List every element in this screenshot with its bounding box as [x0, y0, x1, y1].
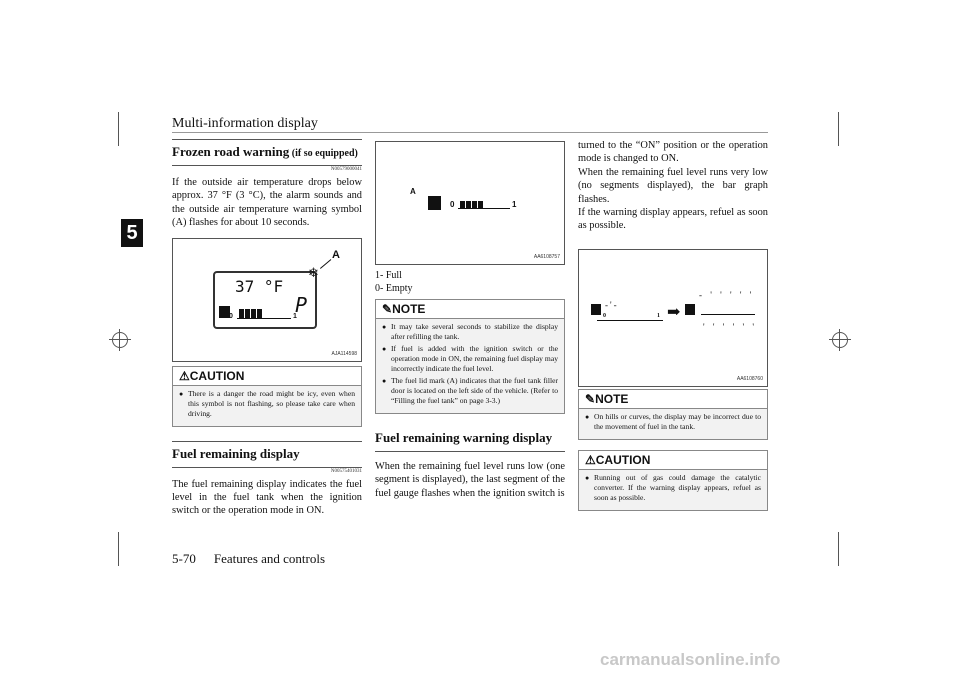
crop-mark [838, 532, 839, 566]
gauge-zero-label: 0 [229, 312, 233, 320]
gauge-one-label: 1 [657, 312, 660, 319]
callout-a: A [410, 187, 416, 196]
note-label: NOTE [392, 302, 426, 316]
note-box [375, 299, 565, 414]
note-item: ● If fuel is added with the ignition switch or the operation mode in ON, the remaining fuel display may incorrectly indicate the fuel level. [382, 344, 558, 374]
caution-icon: ⚠ [179, 368, 190, 383]
gear-indicator-p: P [295, 292, 308, 317]
arrow-right-icon: ➡ [667, 303, 681, 321]
crop-mark [118, 112, 119, 146]
outside-temp-reading: 37 °F [235, 276, 284, 296]
section-title: Fuel remaining display [172, 445, 300, 461]
column-1 [172, 139, 362, 518]
note-icon: ✎ [382, 302, 393, 316]
frozen-warning-figure [172, 238, 362, 362]
fuel-bar-graph [239, 305, 262, 323]
frozen-road-warning-heading [172, 139, 362, 166]
caution-heading [579, 451, 767, 470]
gauge-legend [375, 269, 565, 295]
caution-heading [173, 367, 361, 386]
fuel-pump-icon [591, 304, 601, 315]
note-heading [579, 390, 767, 409]
note-heading [376, 300, 564, 319]
section-title-suffix: (if so equipped) [289, 148, 358, 159]
fuel-pump-icon [428, 196, 441, 210]
caution-box [172, 366, 362, 427]
header-rule [172, 132, 768, 133]
note-box [578, 389, 768, 440]
fuel-warning-figure [578, 249, 768, 387]
caution-icon: ⚠ [585, 452, 596, 467]
registration-mark [832, 332, 848, 348]
caution-item: ● There is a danger the road might be icy, even when this symbol is not flashing, so please take care when driving. [179, 389, 355, 419]
section-code: N00579000041 [330, 167, 362, 172]
chapter-tab: 5 [121, 219, 143, 247]
note-body [579, 409, 767, 439]
gauge-one-label: 1 [512, 200, 517, 209]
column-2 [375, 141, 565, 500]
figure-id: AA6108757 [533, 254, 560, 260]
caution-body [579, 470, 767, 510]
flashing-bar-graph-icon: ' ' ' ' ' ' [703, 321, 757, 332]
note-item: ● The fuel lid mark (A) indicates that the fuel tank filler door is located on the left side of the vehicle. (Refer to “Filling the fuel tank” on page 3-3.) [382, 376, 558, 406]
note-label: NOTE [595, 391, 629, 406]
note-item: ● On hills or curves, the display may be incorrect due to the movement of fuel in the tank. [585, 412, 761, 432]
section-title: Frozen road warning [172, 144, 290, 159]
fuel-warning-heading [375, 426, 565, 452]
flashing-bar-graph-icon: - ' ' ' ' ' [699, 289, 755, 300]
frozen-body: If the outside air temperature drops below approx. 37 °F (3 °C), the alarm sounds and the outside air temperature warning symbol (A) flashes for about 10 seconds. [172, 177, 362, 229]
caution-body [173, 386, 361, 426]
figure-id: AA6108760 [736, 375, 763, 382]
legend-full: 1- Full [375, 270, 402, 281]
crop-mark [838, 112, 839, 146]
page-number: 5-70 [172, 551, 196, 566]
flashing-segment-icon: -'- [605, 299, 619, 310]
caution-box [578, 450, 768, 511]
section-title: Fuel remaining warning display [375, 430, 553, 445]
registration-mark [112, 332, 128, 348]
note-item: ● It may take several seconds to stabilize the display after refilling the tank. [382, 322, 558, 342]
fuel-pump-icon [685, 304, 695, 315]
callout-a: A [332, 248, 340, 261]
gauge-zero-label: 0 [603, 312, 606, 319]
column-3 [578, 139, 768, 511]
gauge-one-label: 1 [293, 312, 297, 320]
caution-item: ● Running out of gas could damage the catalytic converter. If the warning display appears, refuel as soon as possible. [585, 473, 761, 503]
warning-continued-body: turned to the “ON” position or the operation mode is changed to ON. When the remaining fuel level runs very low (no segments displayed), the bar graph flashes. If the warning display appears, refuel as soon as possible. [578, 140, 768, 232]
section-code: N00575401031 [330, 468, 362, 474]
callout-leader [320, 259, 331, 269]
figure-id: AJA114598 [331, 350, 357, 357]
caution-label: CAUTION [595, 452, 651, 467]
gauge-zero-label: 0 [450, 200, 455, 209]
watermark: carmanualsonline.info [600, 650, 781, 669]
note-body [376, 319, 564, 413]
fuel-body: The fuel remaining display indicates the fuel level in the fuel tank when the ignition switch or the operation mode in ON. [172, 478, 362, 517]
caution-label: CAUTION [189, 368, 245, 383]
page-footer [172, 551, 343, 567]
page-header-title: Multi-information display [172, 116, 318, 131]
note-icon: ✎ [585, 391, 596, 406]
fuel-warning-body: When the remaining fuel level runs low (one segment is displayed), the last segment of the fuel gauge flashes when the ignition switch is [375, 461, 565, 499]
snowflake-icon: ❄ [308, 264, 319, 280]
lcd-display [213, 271, 317, 329]
fuel-gauge-figure [375, 141, 565, 265]
crop-mark [118, 532, 119, 566]
fuel-remaining-heading [172, 441, 362, 468]
footer-section: Features and controls [213, 551, 326, 566]
legend-empty: 0- Empty [375, 283, 413, 294]
fuel-bar-graph [460, 196, 483, 214]
